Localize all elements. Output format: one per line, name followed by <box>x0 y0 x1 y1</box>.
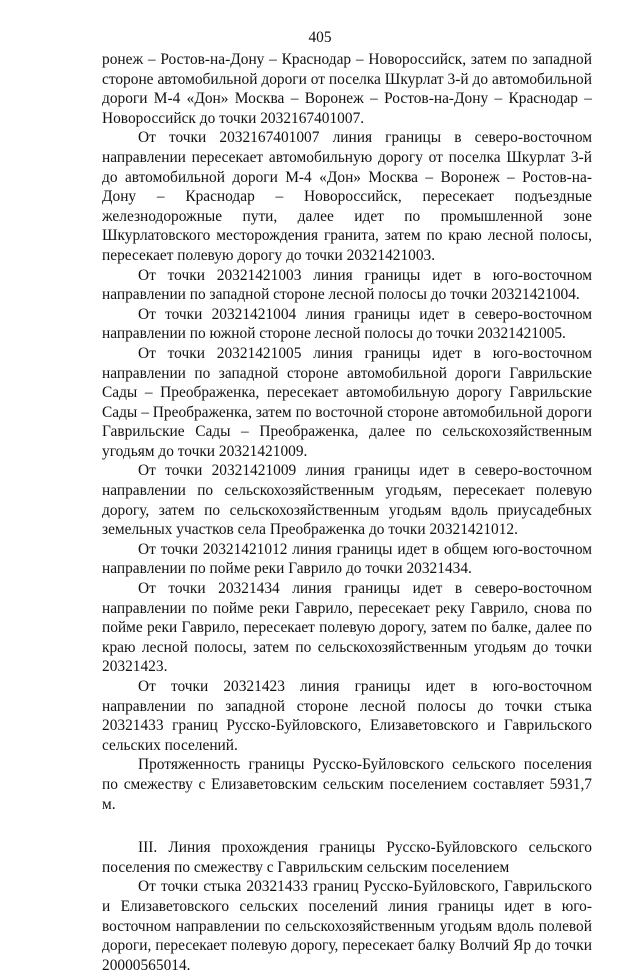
paragraph: От точки 20321421009 линия границы идет в северо-восточном направлении по сельскохозяйственным угодьям, пересекает полевую дорогу, затем по сельскохозяйственным угодьям вдоль приусадебных земельных участков села Преображенка до точки 20321421012. <box>102 462 592 539</box>
document-body <box>102 50 592 975</box>
section-heading: III. Линия прохождения границы Русско-Буйловского сельского поселения по смежеству с Гаврильским сельским поселением <box>102 839 592 876</box>
paragraph: От точки 20321423 линия границы идет в юго-восточном направлении по западной стороне лесной полосы до точки стыка 20321433 границ Русско-Буйловского, Елизаветовского и Гаврильского сельских поселений. <box>102 678 592 754</box>
paragraph: От точки 20321421003 линия границы идет в юго-восточном направлении по западной стороне лесной полосы до точки 20321421004. <box>102 266 592 304</box>
paragraph: От точки 20321421004 линия границы идет в северо-восточном направлении по южной стороне лесной полосы до точки 20321421005. <box>102 305 592 343</box>
paragraph: От точки 20321434 линия границы идет в северо-восточном направлении по пойме реки Гаврило, пересекает реку Гаврило, снова по пойме реки Гаврило, пересекает полевую дорогу, затем по балке, далее по краю лесной полосы, затем по сельскохозяйственным угодьям до точки 20321423. <box>102 580 592 676</box>
paragraph: От точки 20321421012 линия границы идет в общем юго-восточном направлении по пойме реки Гаврило до точки 20321434. <box>102 540 592 578</box>
page-number: 405 <box>308 29 332 46</box>
paragraph: От точки 2032167401007 линия границы в северо-восточном направлении пересекает автомобильную дорогу от поселка Шкурлат 3-й до автомобильной дороги М-4 «Дон» Москва – Воронеж – Ростов-на-Дону – Краснодар – Новороссийск, пересекает подъездные железнодорожные пути, далее идет по промышленной зоне Шкурлатовского месторождения гранита, затем по краю лесной полосы, пересекает полевую дорогу до точки 20321421003. <box>102 129 592 264</box>
paragraph: От точки 20321421005 линия границы идет в юго-восточном направлении по западной стороне автомобильной дороги Гаврильские Сады – Преображенка, пересекает автомобильную дорогу Гаврильские Сады – Преображенка, затем по восточной стороне автомобильной дороги Гаврильские Сады – Преображенка, далее по сельскохозяйственным угодьям до точки 20321421009. <box>102 344 592 460</box>
section-spacer <box>102 814 592 838</box>
paragraph: От точки стыка 20321433 границ Русско-Буйловского, Гаврильского и Елизаветовского сельских поселений линия границы идет в юго-восточном направлении по сельскохозяйственным угодьям вдоль полевой дороги, пересекает полевую дорогу, пересекает балку Волчий Яр до точки 20000565014. <box>102 878 592 974</box>
paragraph: ронеж – Ростов-на-Дону – Краснодар – Новороссийск, затем по западной стороне автомобильной дороги от поселка Шкурлат 3-й до автомобильной дороги М-4 «Дон» Москва – Воронеж – Ростов-на-Дону – Краснодар – Новороссийск до точки 2032167401007. <box>102 51 592 127</box>
summary-paragraph: Протяженность границы Русско-Буйловского сельского поселения по смежеству с Елизаветовским сельским поселением составляет 5931,7 м. <box>102 756 592 813</box>
